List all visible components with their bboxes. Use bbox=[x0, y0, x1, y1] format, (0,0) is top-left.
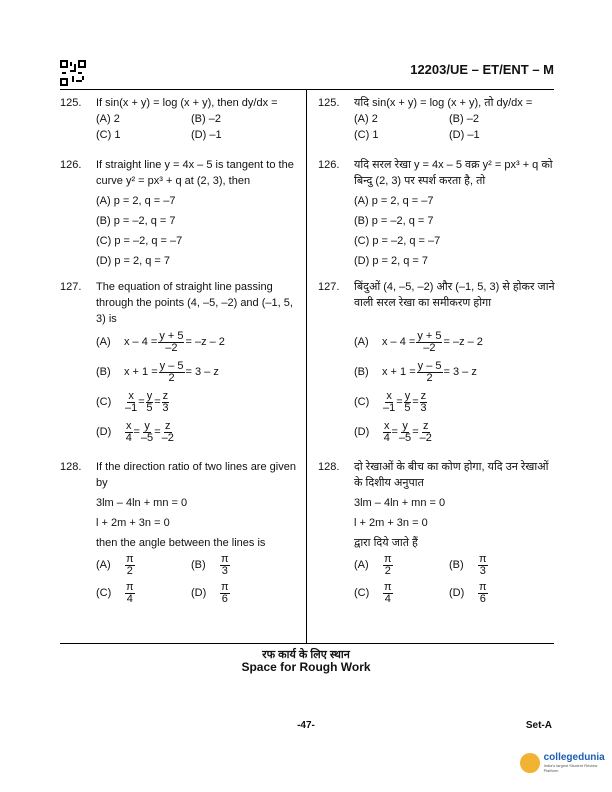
option-a: (A) p = 2, q = –7 bbox=[354, 195, 434, 207]
brand-logo-icon bbox=[520, 753, 540, 773]
question-127-hindi: 127. बिंदुओं (4, –5, –2) और (–1, 5, 3) से होकर जाने वाली सरल रेखा का समीकरण होगा (A) x – 4 = $\frac{y + 5}{-2}$ = –z – 2 (B) x + 1 = $\frac{y - 5}{2}$ = 3 – z (C) $\frac{x}{-1}$ = $\frac{y}{5}$ = $\frac{z}{3}$ (D) $\frac{x}{4}$ = $\frac{y}{-5}$ = $\frac{z}{-2}$ bbox=[318, 279, 558, 447]
option-c: (C) $\frac{x}{-1}$ = $\frac{y}{5}$ = $\frac{z}{3}$ bbox=[354, 389, 427, 414]
question-stem-end: द्वारा दिये जाते हैं bbox=[354, 537, 418, 549]
option-b: (B) x + 1 = $\frac{y - 5}{2}$ = 3 – z bbox=[96, 359, 219, 384]
column-divider bbox=[306, 90, 307, 643]
rough-work-label-hindi: रफ कार्य के लिए स्थान bbox=[262, 649, 350, 661]
equation-2: l + 2m + 3n = 0 bbox=[354, 517, 428, 529]
question-126: 126. If straight line y = 4x – 5 is tangent to the curve y² = px³ + q at (2, 3), then (A) p = 2, q = –7 (B) p = –2, q = 7 (C) p = –2, q = –7 (D) p = 2, q = 7 bbox=[60, 157, 300, 269]
option-a: (A) 2 bbox=[96, 113, 120, 125]
brand-watermark bbox=[520, 752, 612, 773]
option-b: (B) p = –2, q = 7 bbox=[354, 215, 434, 227]
option-d: (D) $\frac{x}{4}$ = $\frac{y}{-5}$ = $\frac{z}{-2}$ bbox=[354, 419, 432, 444]
equation-1: 3lm – 4ln + mn = 0 bbox=[96, 497, 188, 509]
question-126-hindi: 126. यदि सरल रेखा y = 4x – 5 वक्र y² = px³ + q को बिन्दु (2, 3) पर स्पर्श करता है, तो (A) p = 2, q = –7 (B) p = –2, q = 7 (C) p = –2, q = –7 (D) p = 2, q = 7 bbox=[318, 157, 558, 269]
question-125: 125. If sin(x + y) = log (x + y), then dy/dx = (A) 2 (B) –2 (C) 1 (D) –1 bbox=[60, 95, 300, 143]
option-c: (C) p = –2, q = –7 bbox=[354, 235, 441, 247]
option-a: (A) 2 bbox=[354, 113, 378, 125]
option-c: (C) $\frac{x}{-1}$ = $\frac{y}{5}$ = $\frac{z}{3}$ bbox=[96, 389, 169, 414]
option-a: (A) $\frac{\pi}{2}$ bbox=[354, 552, 392, 577]
option-b: (B) –2 bbox=[449, 113, 479, 125]
option-c: (C) $\frac{\pi}{4}$ bbox=[96, 580, 134, 605]
equation-2: l + 2m + 3n = 0 bbox=[96, 517, 170, 529]
option-c: (C) 1 bbox=[96, 129, 121, 141]
option-c: (C) p = –2, q = –7 bbox=[96, 235, 183, 247]
set-label: Set-A bbox=[525, 720, 552, 731]
option-d: (D) $\frac{x}{4}$ = $\frac{y}{-5}$ = $\frac{z}{-2}$ bbox=[96, 419, 174, 444]
question-text: The equation of straight line passing through the points (4, –5, –2) and (–1, 5, 3) is bbox=[96, 281, 293, 325]
question-text: यदि sin(x + y) = log (x + y), तो dy/dx = bbox=[354, 97, 533, 109]
option-d: (D) –1 bbox=[191, 129, 222, 141]
question-text: यदि सरल रेखा y = 4x – 5 वक्र y² = px³ + q को बिन्दु (2, 3) पर स्पर्श करता है, तो bbox=[354, 159, 553, 187]
option-b: (B) x + 1 = $\frac{y - 5}{2}$ = 3 – z bbox=[354, 359, 477, 384]
option-d: (D) p = 2, q = 7 bbox=[354, 255, 428, 267]
option-a: (A) $\frac{\pi}{2}$ bbox=[96, 552, 134, 577]
question-text: दो रेखाओं के बीच का कोण होगा, यदि उन रेखाओं के दिशीय अनुपात bbox=[354, 461, 549, 489]
option-d: (D) $\frac{\pi}{6}$ bbox=[191, 580, 229, 605]
question-text: बिंदुओं (4, –5, –2) और (–1, 5, 3) से होकर जाने वाली सरल रेखा का समीकरण होगा bbox=[354, 281, 555, 309]
option-a: (A) x – 4 = $\frac{y + 5}{-2}$ = –z – 2 bbox=[354, 329, 483, 354]
hindi-column bbox=[318, 95, 558, 607]
equation-1: 3lm – 4ln + mn = 0 bbox=[354, 497, 446, 509]
qr-code bbox=[60, 60, 86, 86]
option-d: (D) $\frac{\pi}{6}$ bbox=[449, 580, 487, 605]
option-b: (B) –2 bbox=[191, 113, 221, 125]
option-b: (B) $\frac{\pi}{3}$ bbox=[191, 552, 229, 577]
option-a: (A) p = 2, q = –7 bbox=[96, 195, 176, 207]
question-text: If the direction ratio of two lines are given by bbox=[96, 461, 296, 489]
question-text: If straight line y = 4x – 5 is tangent to the curve y² = px³ + q at (2, 3), then bbox=[96, 159, 294, 187]
brand-name: collegedunia bbox=[543, 752, 605, 763]
question-128: 128. If the direction ratio of two lines are given by 3lm – 4ln + mn = 0 l + 2m + 3n = 0 then the angle between the lines is (A) $\frac{\pi}{2}$ (B) $\frac{\pi}{3}$ (C) $\frac{\pi}{4}$ (D) $\frac{\pi}{6}$ bbox=[60, 459, 300, 607]
option-d: (D) –1 bbox=[449, 129, 480, 141]
header-divider bbox=[60, 89, 554, 90]
paper-code: 12203/UE – ET/ENT – M bbox=[410, 62, 554, 77]
question-text: If sin(x + y) = log (x + y), then dy/dx = bbox=[96, 97, 278, 109]
brand-tagline: India's largest Student Review Platform bbox=[543, 763, 598, 773]
english-column bbox=[60, 95, 300, 607]
page-number: -47- bbox=[297, 720, 315, 731]
rough-work-label: Space for Rough Work bbox=[241, 660, 371, 674]
option-c: (C) $\frac{\pi}{4}$ bbox=[354, 580, 392, 605]
option-d: (D) p = 2, q = 7 bbox=[96, 255, 170, 267]
footer-divider bbox=[60, 643, 554, 644]
option-c: (C) 1 bbox=[354, 129, 379, 141]
option-b: (B) $\frac{\pi}{3}$ bbox=[449, 552, 487, 577]
question-128-hindi: 128. दो रेखाओं के बीच का कोण होगा, यदि उन रेखाओं के दिशीय अनुपात 3lm – 4ln + mn = 0 l + 2m + 3n = 0 द्वारा दिये जाते हैं (A) $\frac{\pi}{2}$ (B) $\frac{\pi}{3}$ (C) $\frac{\pi}{4}$ (D) $\frac{\pi}{6}$ bbox=[318, 459, 558, 607]
question-127: 127. The equation of straight line passing through the points (4, –5, –2) and (–1, 5, 3) is (A) x – 4 = $\frac{y + 5}{-2}$ = –z – 2 (B) x + 1 = $\frac{y - 5}{2}$ = 3 – z (C) $\frac{x}{-1}$ = $\frac{y}{5}$ = $\frac{z}{3}$ (D) $\frac{x}{4}$ = $\frac{y}{-5}$ = $\frac{z}{-2}$ bbox=[60, 279, 300, 447]
option-b: (B) p = –2, q = 7 bbox=[96, 215, 176, 227]
option-a: (A) x – 4 = $\frac{y + 5}{-2}$ = –z – 2 bbox=[96, 329, 225, 354]
question-125-hindi: 125. यदि sin(x + y) = log (x + y), तो dy/dx = (A) 2 (B) –2 (C) 1 (D) –1 bbox=[318, 95, 558, 143]
question-stem-end: then the angle between the lines is bbox=[96, 537, 266, 549]
